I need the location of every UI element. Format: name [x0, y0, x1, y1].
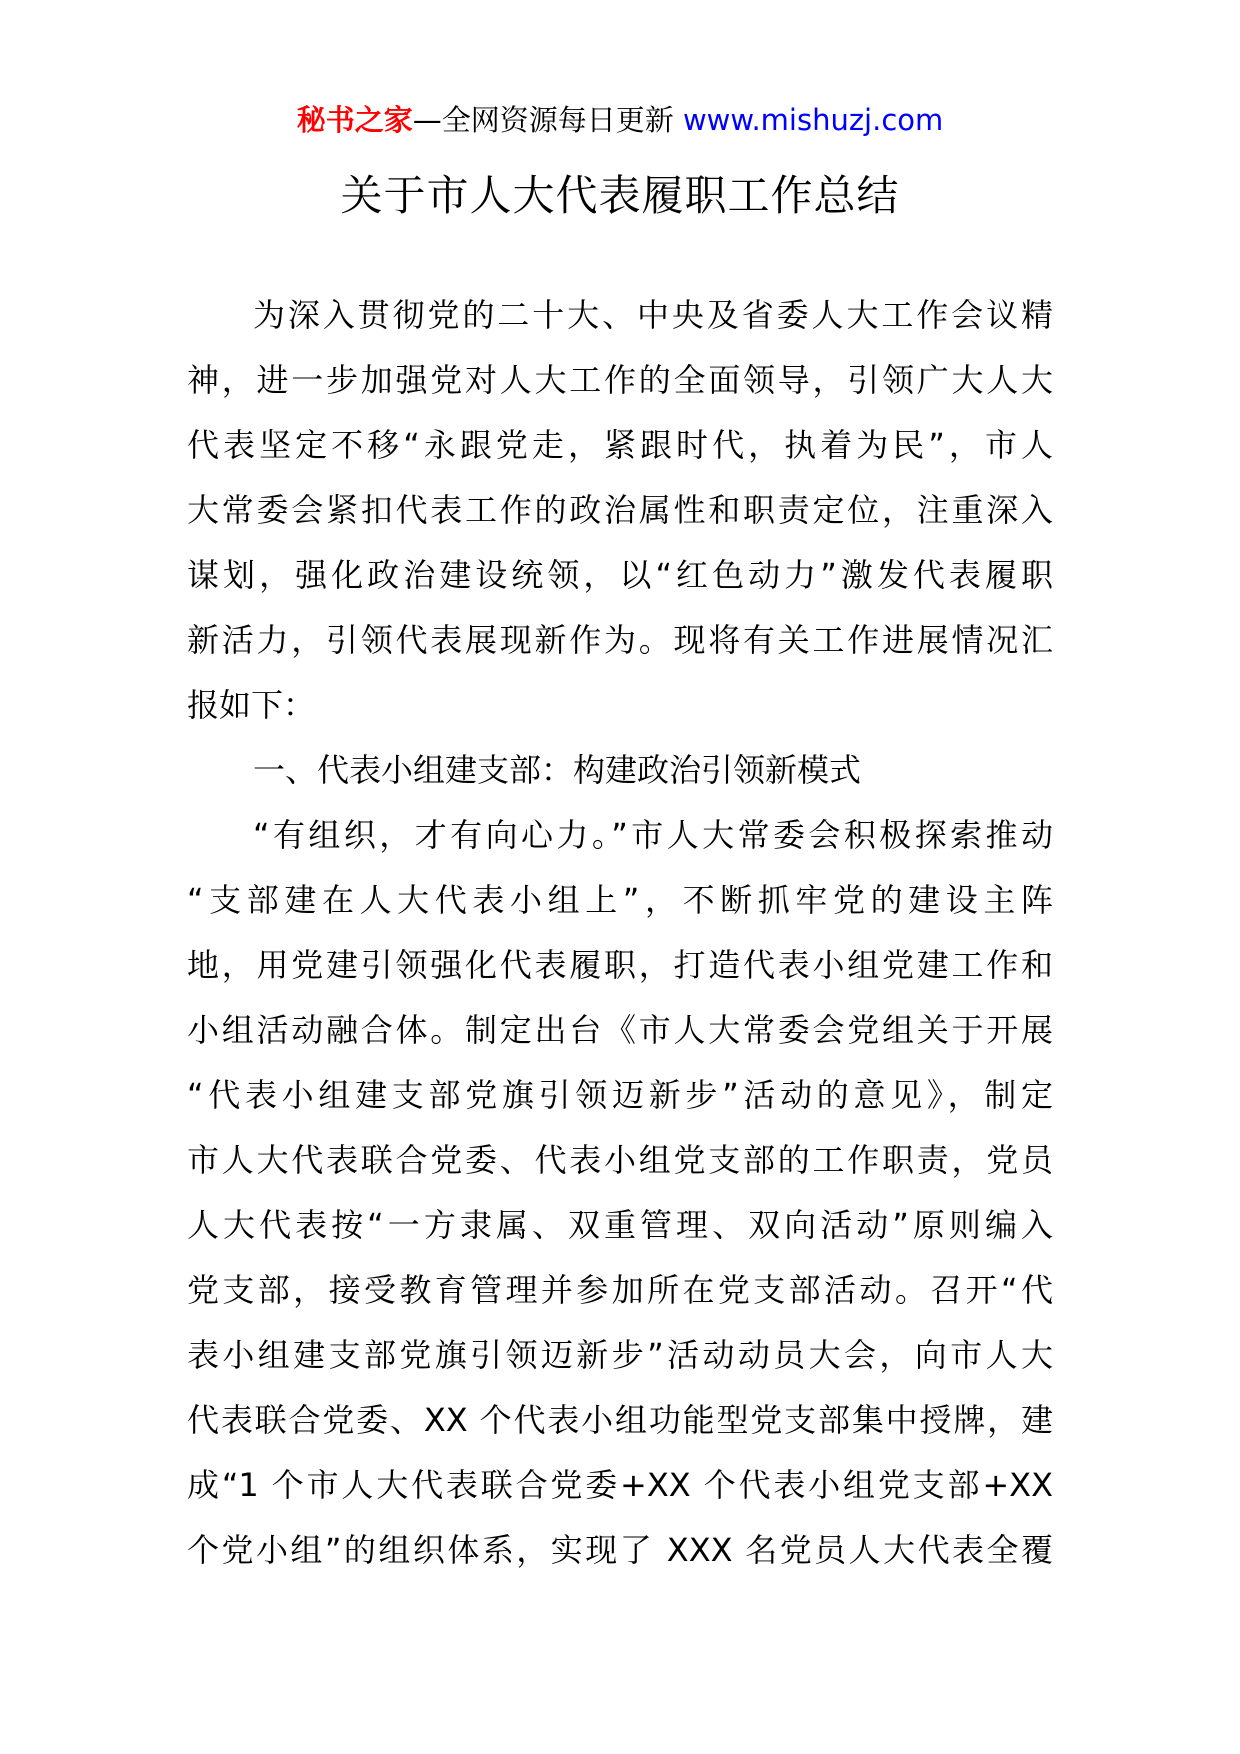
text-line: 表小组建支部党旗引领迈新步”活动动员大会，向市人大	[187, 1336, 1053, 1374]
section-heading: 一、代表小组建支部：构建政治引领新模式	[253, 751, 862, 789]
website-link[interactable]: www.mishuzj.com	[682, 103, 944, 137]
text-line: 神，进一步加强党对人大工作的全面领导，引领广大人大	[187, 361, 1053, 399]
text-line: 地，用党建引领强化代表履职，打造代表小组党建工作和	[187, 946, 1053, 984]
text-line: “代表小组建支部党旗引领迈新步”活动的意见》，制定	[187, 1076, 1053, 1114]
text-line: “支部建在人大代表小组上”，不断抓牢党的建设主阵	[187, 881, 1053, 919]
document-title: 关于市人大代表履职工作总结	[340, 171, 900, 220]
text-line: 报如下：	[187, 686, 316, 724]
banner-tagline: —全网资源每日更新	[412, 103, 683, 137]
brand-name: 秘书之家	[296, 103, 413, 137]
text-line: 谋划，强化政治建设统领，以“红色动力”激发代表履职	[187, 556, 1053, 594]
text-line: 新活力，引领代表展现新作为。现将有关工作进展情况汇	[187, 621, 1053, 659]
text-line: “有组织，才有向心力。”市人大常委会积极探索推动	[253, 816, 1053, 854]
document-body	[187, 293, 1053, 1593]
text-line: 小组活动融合体。制定出台《市人大常委会党组关于开展	[187, 1011, 1053, 1049]
text-line: 代表联合党委、XX 个代表小组功能型党支部集中授牌，建	[187, 1401, 1053, 1439]
text-line: 个党小组”的组织体系，实现了 XXX 名党员人大代表全覆	[187, 1531, 1053, 1569]
text-line: 市人大代表联合党委、代表小组党支部的工作职责，党员	[187, 1141, 1053, 1179]
site-banner	[0, 100, 1240, 140]
text-line: 成“1 个市人大代表联合党委+XX 个代表小组党支部+XX	[187, 1466, 1053, 1504]
text-line: 人大代表按“一方隶属、双重管理、双向活动”原则编入	[187, 1206, 1053, 1244]
text-line: 代表坚定不移“永跟党走，紧跟时代，执着为民”，市人	[187, 426, 1053, 464]
text-line: 党支部，接受教育管理并参加所在党支部活动。召开“代	[187, 1271, 1053, 1309]
text-line: 大常委会紧扣代表工作的政治属性和职责定位，注重深入	[187, 491, 1053, 529]
text-line: 为深入贯彻党的二十大、中央及省委人大工作会议精	[253, 296, 1053, 334]
